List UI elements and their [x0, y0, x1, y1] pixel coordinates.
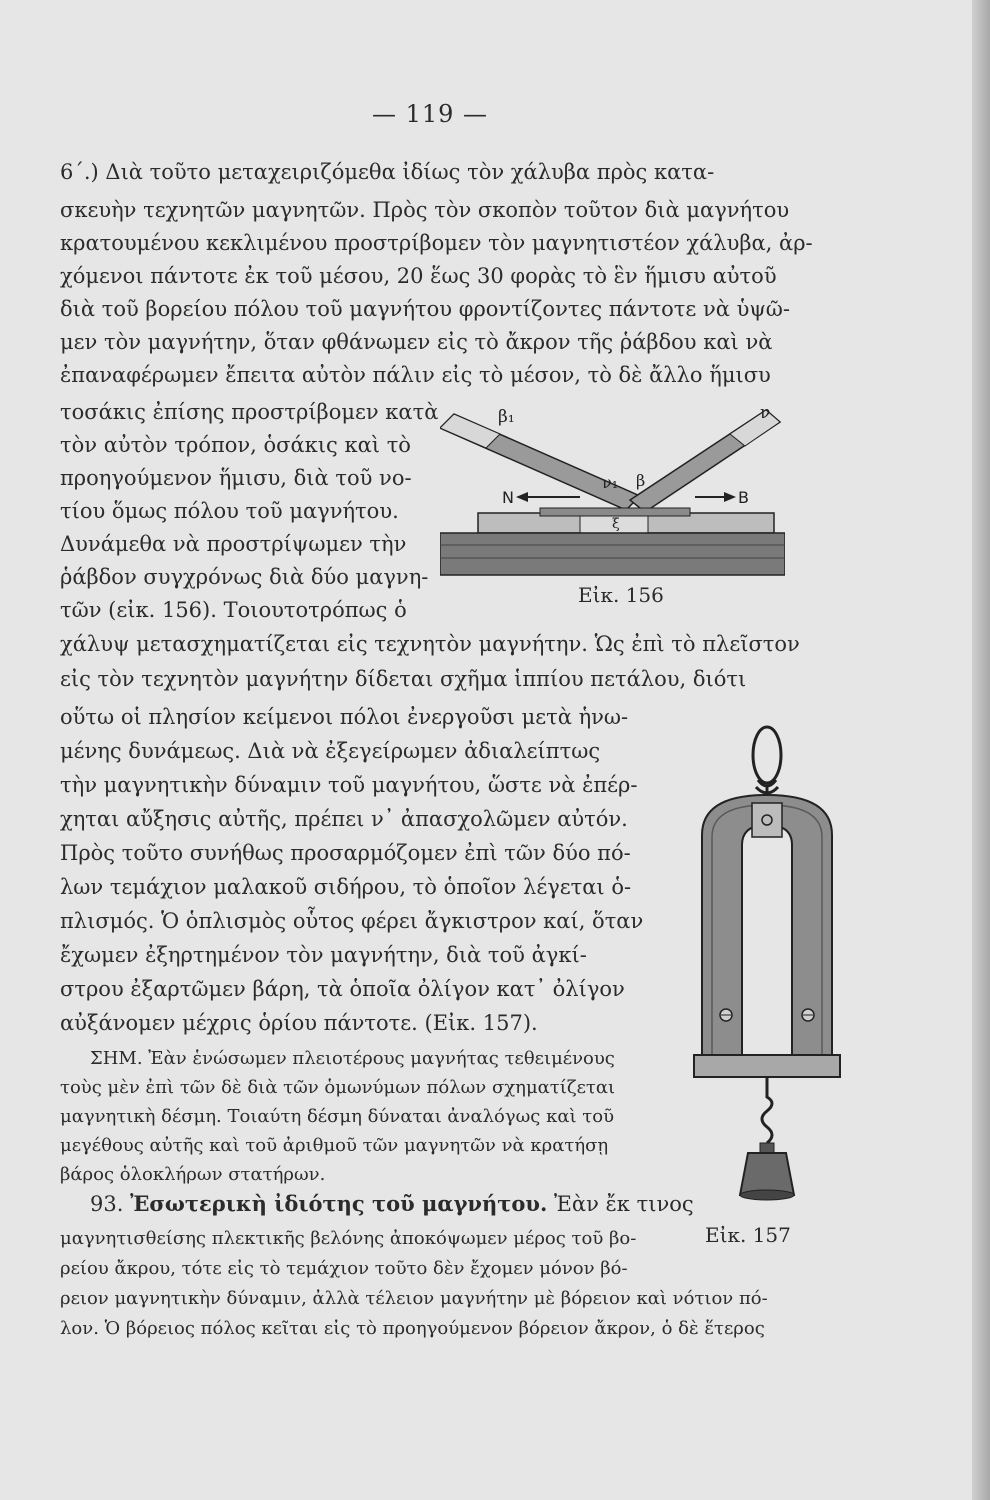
- text-line: εἰς τὸν τεχνητὸν μαγνήτην δίδεται σχῆμα ἱππίου πετάλου, διότι: [60, 667, 747, 691]
- text-line: τίου ὅμως πόλου τοῦ μαγνήτου.: [60, 499, 399, 523]
- text-line: χόμενοι πάντοτε ἐκ τοῦ μέσου, 20 ἕως 30 φορὰς τὸ ἓν ἥμισυ αὐτοῦ: [60, 264, 777, 288]
- text-line: Δυνάμεθα νὰ προστρίψωμεν τὴν: [60, 532, 407, 556]
- text-line: τῶν (εἰκ. 156). Τοιουτοτρόπως ὁ: [60, 598, 407, 622]
- note-line: βάρος ὁλοκλήρων στατήρων.: [60, 1164, 326, 1185]
- label-xi: ξ: [612, 516, 620, 532]
- text-line: διὰ τοῦ βορείου πόλου τοῦ μαγνήτου φροντίζοντες πάντοτε νὰ ὑψῶ-: [60, 297, 791, 321]
- figure-156-magnetization: [440, 400, 785, 595]
- label-v: ν: [760, 403, 771, 423]
- text-line: τὴν μαγνητικὴν δύναμιν τοῦ μαγνήτου, ὥστε νὰ ἐπέρ-: [60, 773, 638, 797]
- note-line: ΣΗΜ. Ἐὰν ἑνώσωμεν πλειοτέρους μαγνήτας τεθειμένους: [90, 1048, 615, 1069]
- note-line: τοὺς μὲν ἐπὶ τῶν δὲ διὰ τῶν ὁμωνύμων πόλων σχηματίζεται: [60, 1077, 616, 1098]
- text-line: μαγνητισθείσης πλεκτικῆς βελόνης ἀποκόψωμεν μέρος τοῦ βο-: [60, 1228, 637, 1249]
- text-line: σκευὴν τεχνητῶν μαγνητῶν. Πρὸς τὸν σκοπὸν τοῦτον διὰ μαγνήτου: [60, 198, 790, 222]
- text-line: κρατουμένου κεκλιμένου προστρίβομεν τὸν μαγνητιστέον χάλυβα, ἀρ-: [60, 231, 813, 255]
- text-line: στρου ἐξαρτῶμεν βάρη, τὰ ὁποῖα ὀλίγον κατ᾽ ὀλίγον: [60, 977, 625, 1001]
- figure-156-caption: Εἰκ. 156: [578, 583, 664, 607]
- figure-157-horseshoe-magnet: [690, 725, 845, 1220]
- label-n: N: [502, 488, 514, 507]
- text-line: ἔχωμεν ἐξηρτημένον τὸν μαγνήτην, διὰ τοῦ ἀγκί-: [60, 943, 587, 967]
- section-text: Ἐὰν ἔκ τινος: [553, 1192, 694, 1216]
- text-line: τὸν αὐτὸν τρόπον, ὁσάκις καὶ τὸ: [60, 433, 411, 457]
- text-line: λον. Ὁ βόρειος πόλος κεῖται εἰς τὸ προηγούμενον βόρειον ἄκρον, ὁ δὲ ἕτερος: [60, 1318, 765, 1339]
- section-heading-line: [90, 1190, 694, 1218]
- text-line: χάλυψ μετασχηματίζεται εἰς τεχνητὸν μαγνήτην. Ὡς ἐπὶ τὸ πλεῖστον: [60, 632, 800, 656]
- page-number: — 119 —: [371, 100, 489, 128]
- figure-157-caption: Εἰκ. 157: [705, 1223, 791, 1247]
- text-line: μεν τὸν μαγνήτην, ὅταν φθάνωμεν εἰς τὸ ἄκρον τῆς ῥάβδου καὶ νὰ: [60, 330, 773, 354]
- text-line: αὐξάνομεν μέχρις ὁρίου πάντοτε. (Εἰκ. 157).: [60, 1011, 538, 1035]
- label-b: β: [636, 471, 646, 490]
- text-line: ῥάβδον συγχρόνως διὰ δύο μαγνη-: [60, 565, 429, 589]
- text-line: πλισμός. Ὁ ὁπλισμὸς οὗτος φέρει ἄγκιστρον καί, ὅταν: [60, 909, 644, 933]
- label-b1: β₁: [498, 407, 515, 427]
- label-v1: ν₁: [602, 473, 619, 492]
- text-line: λων τεμάχιον μαλακοῦ σιδήρου, τὸ ὁποῖον λέγεται ὁ-: [60, 875, 632, 899]
- note-line: μεγέθους αὐτῆς καὶ τοῦ ἀριθμοῦ τῶν μαγνητῶν νὰ κρατήσῃ: [60, 1135, 609, 1156]
- text-line: ἐπαναφέρωμεν ἔπειτα αὐτὸν πάλιν εἰς τὸ μέσον, τὸ δὲ ἄλλο ἥμισυ: [60, 363, 771, 387]
- text-line: ρειον μαγνητικὴν δύναμιν, ἀλλὰ τέλειον μαγνήτην μὲ βόρειον καὶ νότιον πό-: [60, 1288, 768, 1309]
- text-line: προηγούμενον ἥμισυ, διὰ τοῦ νο-: [60, 466, 412, 490]
- section-heading: Ἐσωτερικὴ ἰδιότης τοῦ μαγνήτου.: [130, 1191, 548, 1216]
- section-number: 93.: [90, 1192, 124, 1216]
- text-line: Πρὸς τοῦτο συνήθως προσαρμόζομεν ἐπὶ τῶν δύο πό-: [60, 841, 631, 865]
- text-line: χηται αὔξησις αὐτῆς, πρέπει ν᾽ ἀπασχολῶμεν αὐτόν.: [60, 807, 628, 831]
- text-line: μένης δυνάμεως. Διὰ νὰ ἐξεγείρωμεν ἀδιαλείπτως: [60, 739, 601, 763]
- text-line: ρείου ἄκρου, τότε εἰς τὸ τεμάχιον τοῦτο δὲν ἔχομεν μόνον βό-: [60, 1258, 628, 1279]
- text-line: οὕτω οἱ πλησίον κείμενοι πόλοι ἐνεργοῦσι μετὰ ἡνω-: [60, 705, 629, 729]
- label-b-pole: B: [738, 488, 749, 507]
- text-line: 6΄.) Διὰ τοῦτο μεταχειριζόμεθα ἰδίως τὸν χάλυβα πρὸς κατα-: [60, 160, 715, 184]
- page-edge: [972, 0, 990, 1500]
- note-line: μαγνητικὴ δέσμη. Τοιαύτη δέσμη δύναται ἀναλόγως καὶ τοῦ: [60, 1106, 615, 1127]
- text-line: τοσάκις ἐπίσης προστρίβομεν κατὰ: [60, 400, 439, 424]
